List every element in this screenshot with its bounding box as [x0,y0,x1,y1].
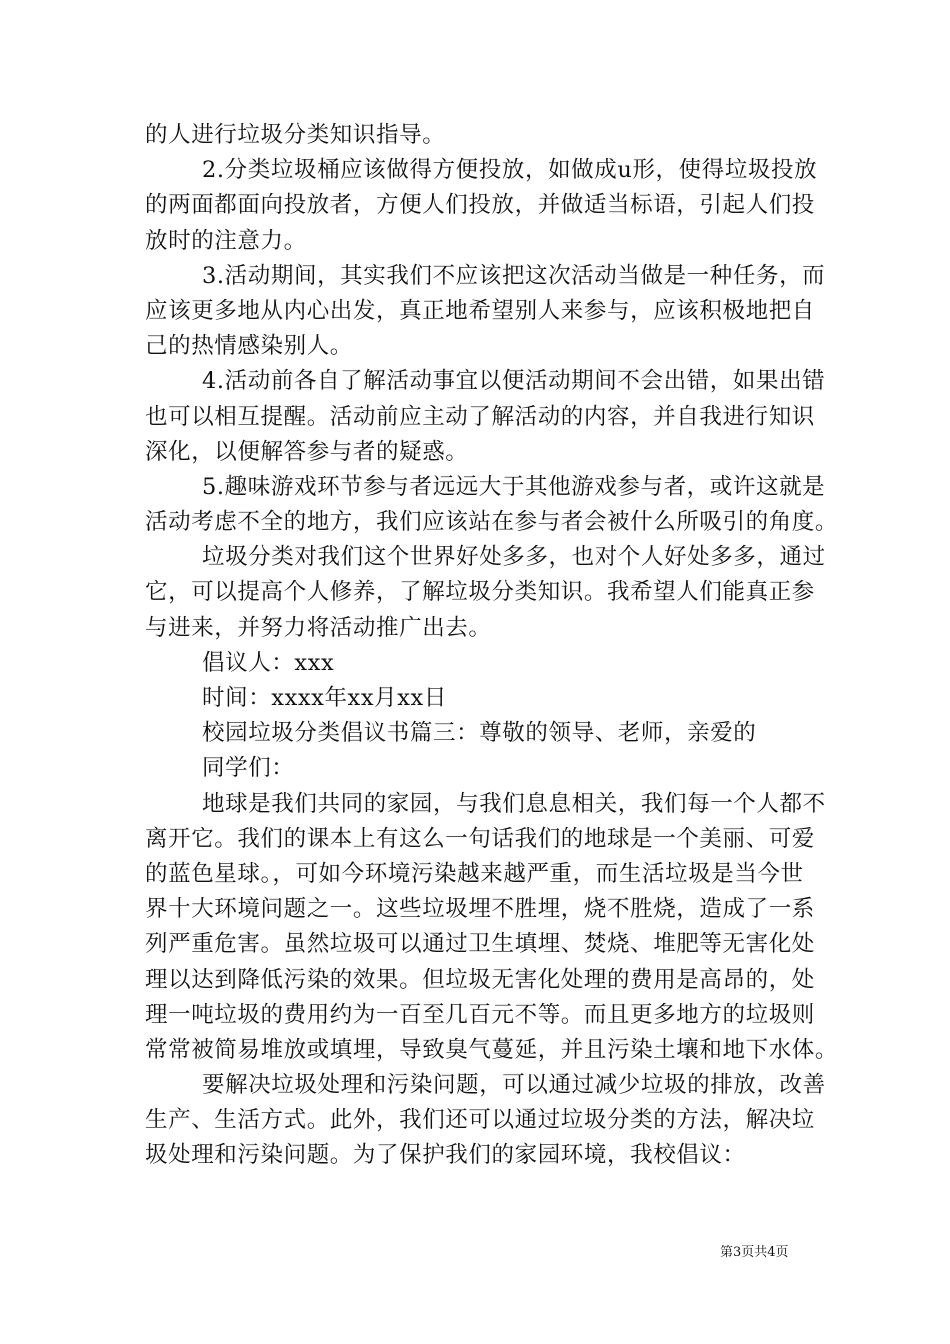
paragraph-line: 生产、生活方式。此外，我们还可以通过垃圾分类的方法，解决垃 [145,1107,815,1134]
document-body [145,118,839,1174]
paragraph-line: 常常被简易堆放或填埋，导致臭气蔓延，并且污染土壤和地下水体。 [145,1036,839,1063]
paragraph-line: 圾处理和污染问题。为了保护我们的家园环境，我校倡议： [145,1142,746,1169]
paragraph-line: 要解决垃圾处理和污染问题，可以通过减少垃圾的排放，改善 [202,1072,826,1099]
paragraph-line: 5.趣味游戏环节参与者远远大于其他游戏参与者，或许这就是 [202,473,826,500]
paragraph-line: 地球是我们共同的家园，与我们息息相关，我们每一个人都不 [202,790,826,817]
paragraph-line: 活动考虑不全的地方，我们应该站在参与者会被什么所吸引的角度。 [145,509,839,536]
paragraph-line: 时间：xxxx年xx月xx日 [202,685,447,711]
paragraph-line: 的蓝色星球。，可如今环境污染越来越严重，而生活垃圾是当今世 [145,860,804,887]
paragraph-line: 应该更多地从内心出发，真正地希望别人来参与，应该积极地把自 [145,297,815,324]
paragraph-line: 倡议人：xxx [202,649,335,676]
page-number-footer: 第3页共4页 [720,1245,789,1260]
paragraph-line: 同学们： [202,755,295,782]
paragraph-line: 己的热情感染别人。 [145,333,353,360]
paragraph-line: 校园垃圾分类倡议书篇三：尊敬的领导、老师，亲爱的 [202,720,757,747]
paragraph-line: 也可以相互提醒。活动前应主动了解活动的内容，并自我进行知识 [145,403,815,430]
paragraph-line: 理以达到降低污染的效果。但垃圾无害化处理的费用是高昂的，处 [145,966,815,993]
paragraph-line: 的人进行垃圾分类知识指导。 [145,122,446,148]
paragraph-line: 垃圾分类对我们这个世界好处多多，也对个人好处多多，通过 [202,544,826,571]
paragraph-line: 与进来，并努力将活动推广出去。 [145,614,492,641]
paragraph-line: 3.活动期间，其实我们不应该把这次活动当做是一种任务，而 [202,262,826,289]
paragraph-line: 离开它。我们的课本上有这么一句话我们的地球是一个美丽、可爱 [145,825,815,852]
paragraph-line: 4.活动前各自了解活动事宜以便活动期间不会出错，如果出错 [202,368,826,395]
paragraph-line: 理一吨垃圾的费用约为一百至几百元不等。而且更多地方的垃圾则 [145,1001,815,1028]
paragraph-line: 界十大环境问题之一。这些垃圾埋不胜埋，烧不胜烧，造成了一系 [145,896,815,923]
paragraph-line: 深化，以便解答参与者的疑惑。 [145,438,469,465]
paragraph-line: 列严重危害。虽然垃圾可以通过卫生填埋、焚烧、堆肥等无害化处 [145,931,815,958]
paragraph-line: 它，可以提高个人修养，了解垃圾分类知识。我希望人们能真正参 [145,579,815,606]
paragraph-line: 2.分类垃圾桶应该做得方便投放，如做成u形，使得垃圾投放 [202,157,818,184]
paragraph-line: 的两面都面向投放者，方便人们投放，并做适当标语，引起人们投 [145,192,815,219]
paragraph-line: 放时的注意力。 [145,227,307,254]
